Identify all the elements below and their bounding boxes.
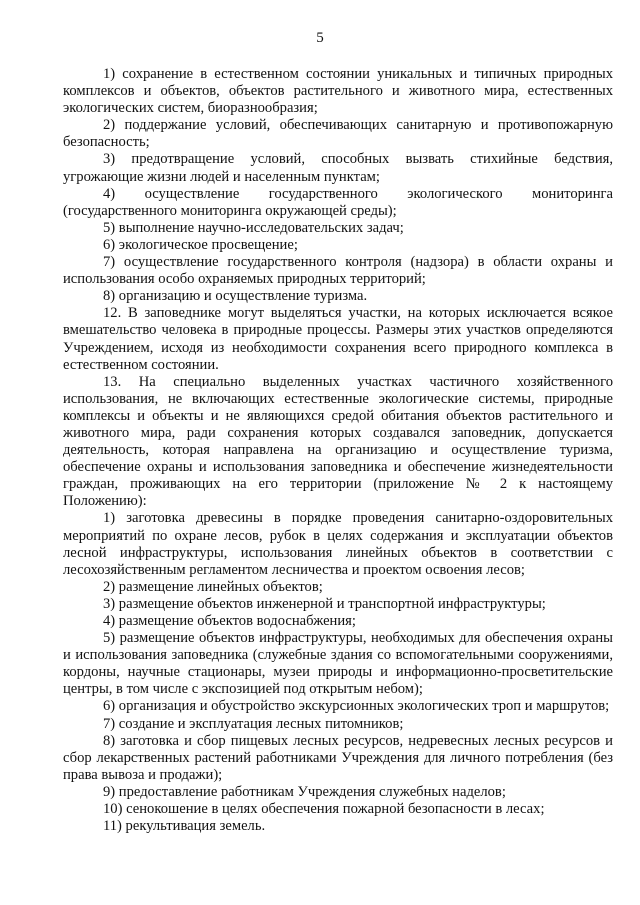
list-item: 2) размещение линейных объектов; (103, 578, 323, 595)
list-item: 1) заготовка древесины в порядке проведения санитарно-оздоровительных мероприятий по охране лесов, рубок в целях содержания и эксплуатации объектов лесной инфраструктуры, использования линейных объектов в соответствии с лесохозяйственным регламентом лесничества и проектом освоения лесов; (63, 510, 613, 578)
list-item: 4) осуществление государственного экологического мониторинга (государственного мониторинга окружающей среды); (63, 185, 613, 219)
page-number: 5 (316, 30, 324, 46)
list-item: 6) экологическое просвещение; (103, 236, 298, 253)
clause-12: 12. В заповеднике могут выделяться участки, на которых исключается всякое вмешательство человека в природные процессы. Размеры этих участков определяются Учреждением, исходя из необходимости сохранения всего природного комплекса в естественном состоянии. (63, 305, 613, 373)
list-item: 3) размещение объектов инженерной и транспортной инфраструктуры; (103, 595, 546, 612)
list-item: 11) рекультивация земель. (103, 818, 266, 835)
list-item: 7) осуществление государственного контроля (надзора) в области охраны и использования особо охраняемых природных территорий; (63, 254, 613, 288)
list-item: 7) создание и эксплуатация лесных питомников; (103, 715, 404, 732)
list-item: 5) выполнение научно-исследовательских задач; (103, 219, 404, 236)
list-item: 3) предотвращение условий, способных вызвать стихийные бедствия, угрожающие жизни людей и населенным пунктам; (63, 151, 613, 185)
list-item: 5) размещение объектов инфраструктуры, необходимых для обеспечения охраны и использования заповедника (служебные здания со вспомогательными сооружениями, кордоны, научные стационары, музеи природы и информационно-просветительские центры, в том числе с экспозицией под открытым небом); (63, 630, 613, 698)
list-item: 8) заготовка и сбор пищевых лесных ресурсов, недревесных лесных ресурсов и сбор лекарственных растений работниками Учреждения для личного потребления (без права вывоза и продажи); (63, 732, 613, 783)
list-item: 1) сохранение в естественном состоянии уникальных и типичных природных комплексов и объектов, объектов растительного и животного мира, естественных экологических систем, биоразнообразия; (63, 66, 613, 117)
document-body (63, 66, 613, 835)
clause-13: 13. На специально выделенных участках частичного хозяйственного использования, не включающих естественные экологические системы, природные комплексы и объекты и не являющихся средой обитания объектов растительного и животного мира, ради сохранения которых создавался заповедник, допускается деятельность, которая направлена на организацию и осуществление туризма, обеспечение охраны и использования заповедника и обеспечение жизнедеятельности граждан, проживающих на его территории (приложение № 2 к настоящему Положению): (63, 373, 613, 510)
list-item: 8) организацию и осуществление туризма. (103, 288, 368, 305)
list-item: 6) организация и обустройство экскурсионных экологических троп и маршрутов; (103, 698, 610, 715)
list-item: 10) сенокошение в целях обеспечения пожарной безопасности в лесах; (103, 801, 545, 818)
list-item: 2) поддержание условий, обеспечивающих санитарную и противопожарную безопасность; (63, 117, 613, 151)
list-item: 4) размещение объектов водоснабжения; (103, 613, 356, 629)
list-item: 9) предоставление работникам Учреждения служебных наделов; (103, 783, 506, 800)
